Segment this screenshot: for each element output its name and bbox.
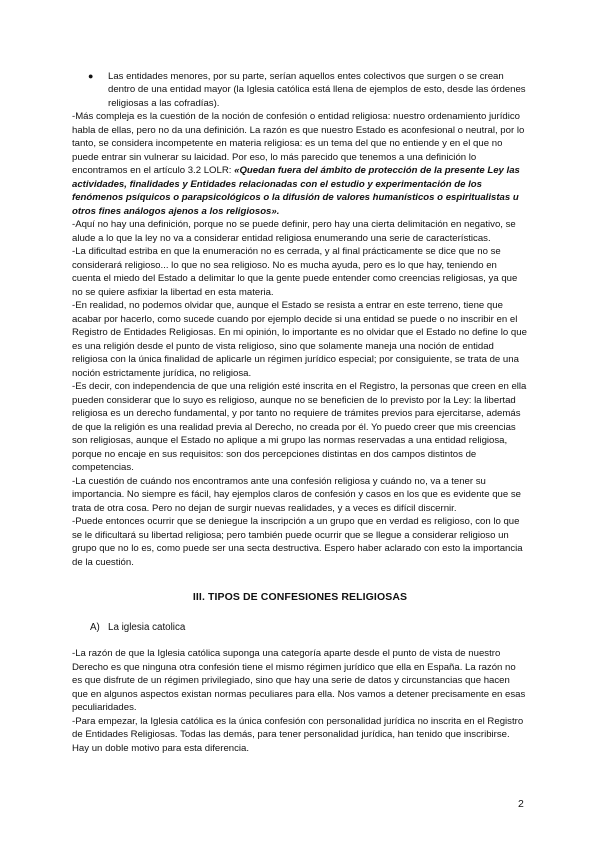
paragraph-difficulty: -La dificultad estriba en que la enumeración no es cerrada, y al final prácticamente se dice que no se considerará religioso... lo que no sea religioso. No es mucha ayuda, pero es lo que hay, teniendo en cuenta el miedo del Estado a delimitar lo que la gente puede entender como creencias religiosas, ya que no se quiere asfixiar la libertad en esta materia. — [72, 246, 518, 298]
paragraph-catholic-personality: -Para empezar, la Iglesia católica es la única confesión con personalidad jurídica no inscrita en el Registro de Entidades Religiosas. Todas las demás, para tener personalidad jurídica, han tenido que inscribirse. Hay un doble motivo para esta diferencia. — [72, 715, 524, 754]
bullet-icon: ● — [88, 71, 94, 81]
paragraph-definition-text: -Más compleja es la cuestión de la noción de confesión o entidad religiosa: nuestro ordenamiento jurídico habla de ellas, pero no da una definición. La razón es que nuestro Estado es aconfesional o neutral, por lo tanto, se considera incompetente en materia religiosa: es un tema del que no entiende y en el que no puede entrar sin vulnerar su laicidad. Por eso, lo más parecido que tenemos a una definición lo encontramos en el artículo 3.2 LOLR: — [72, 111, 525, 176]
paragraph-delimitation: -Aquí no hay una definición, porque no se puede definir, pero hay una cierta delimitación en negativo, se alude a lo que la ley no va a considerar entidad religiosa enumerando una serie de características. — [72, 219, 516, 244]
paragraph-independence: -Es decir, con independencia de que una religión esté inscrita en el Registro, la personas que creen en ella pueden considerar que lo suyo es religioso, aunque no se beneficien de lo previsto por la Ley: la libertad religiosa es un derecho fundamental, y por tanto no requiere de trámites previos para ejercitarse, además de que la religión es una realidad previa al Derecho, no creada por él. Yo puedo creer que mis creencias son religiosas, aunque el Estado no aplique a mi grupo las normas reservadas a una entidad religiosa, porque no encaje en sus requisitos: son dos percepciones distintas en dos campos distintos de competencias. — [72, 381, 527, 473]
body-text — [72, 110, 528, 569]
bullet-item — [88, 70, 528, 110]
paragraph-definition — [72, 110, 528, 218]
bullet-text: Las entidades menores, por su parte, serían aquellos entes colectivos que surgen o se crean dentro de una entidad mayor (la Iglesia católica está llena de ejemplos de esto, desde las órdenes religiosas a las cofradías). — [108, 71, 526, 109]
subsection-heading — [90, 622, 185, 633]
body-text-catholic — [72, 647, 528, 755]
paragraph-reality: -En realidad, no podemos olvidar que, aunque el Estado se resista a entrar en este terreno, tiene que acabar por hacerlo, como sucede cuando por ejemplo decide si una entidad se puede o no inscribir en el Registro de Entidades Religiosas. En mi opinión, lo importante es no olvidar que el Estado no define lo que es una religión desde el punto de vista religioso, sino que solamente maneja una noción de entidad religiosa con la única finalidad de aplicarle un régimen jurídico especial; por consiguiente, se trata de una noción estrictamente jurídica, no religiosa. — [72, 300, 527, 379]
paragraph-registration: -Puede entonces ocurrir que se deniegue la inscripción a un grupo que en verdad es religioso, con lo que se le dificultará su libertad religiosa; pero también puede ocurrir que se llegue a considerar religioso un grupo que no lo es, como puede ser una secta destructiva. Espero haber aclarado con esto la importancia de la cuestión. — [72, 516, 523, 568]
section-heading: III. TIPOS DE CONFESIONES RELIGIOSAS — [192, 591, 408, 603]
paragraph-catholic-reason: -La razón de que la Iglesia católica suponga una categoría aparte desde el punto de vista de nuestro Derecho es que ninguna otra confesión tiene el mismo régimen jurídico que ella en España. La razón no es que disfrute de un régimen privilegiado, sino que hay una serie de datos y circunstancias que hacen que en algunos aspectos existan normas peculiares para ella. Nos vamos a detener precisamente en esas peculiaridades. — [72, 648, 526, 713]
subsection-title: La iglesia catolica — [108, 622, 186, 633]
subsection-letter: A) — [90, 622, 100, 633]
page-number: 2 — [518, 798, 524, 810]
law-quote: «Quedan fuera del ámbito de protección de la presente Ley las actividades, finalidades y Entidades relacionadas con el estudio y experimentación de los fenómenos psíquicos o parapsicológicos o la difusión de valores humanísticos o espiritualistas u otros fines análogos ajenos a los religiosos». — [72, 165, 520, 217]
paragraph-question: -La cuestión de cuándo nos encontramos ante una confesión religiosa y cuándo no, va a tener su importancia. No siempre es fácil, hay ejemplos claros de confesión y casos en los que es evidente que se trata de otra cosa. Pero no dejan de surgir nuevas realidades, y a veces es difícil discernir. — [72, 475, 522, 514]
